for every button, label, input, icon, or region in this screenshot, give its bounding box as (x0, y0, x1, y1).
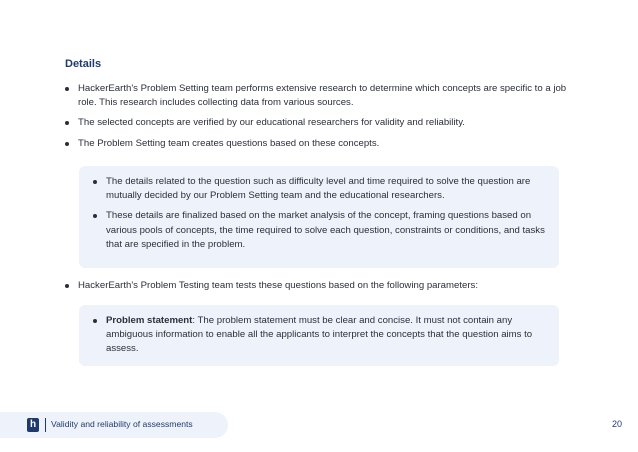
bullet-icon (65, 87, 69, 91)
footer-bar (0, 412, 228, 438)
bullet-text: The details related to the question such as difficulty level and time required to solve the question are mutually decided by our Problem Setting team and the educational researchers. (106, 176, 531, 202)
callout-bullet-list (93, 314, 545, 357)
bullet-icon (65, 284, 69, 288)
list-item (65, 137, 575, 151)
list-item (65, 116, 575, 130)
page-number: 20 (612, 419, 623, 429)
list-item (93, 209, 545, 252)
footer-divider (45, 418, 46, 432)
bullet-icon (93, 319, 97, 323)
section-heading: Details (65, 58, 102, 70)
bullet-text: HackerEarth's Problem Setting team performs extensive research to determine which concepts are specific to a job role. This research includes collecting data from various sources. (78, 83, 567, 109)
bullet-icon (65, 121, 69, 125)
term-label: Problem statement (106, 315, 193, 326)
list-item (65, 279, 575, 293)
bullet-text: HackerEarth's Problem Testing team tests these questions based on the following parameters: (78, 280, 479, 291)
term-definition: : The problem statement must be clear and concise. It must not contain any ambiguous information to enable all the applicants to interpret the concepts that the question aims to assess. (106, 315, 533, 355)
list-item (93, 175, 545, 203)
details-callout-box (79, 166, 559, 268)
bullet-icon (65, 142, 69, 146)
list-item (93, 314, 545, 357)
hackerearth-logo-icon: h (27, 418, 39, 432)
main-bullet-list (65, 82, 575, 157)
problem-statement-callout-box (79, 305, 559, 366)
bullet-text: The Problem Setting team creates questions based on these concepts. (78, 137, 380, 149)
list-item (65, 82, 575, 110)
callout-bullet-list (93, 175, 545, 252)
testing-bullet-list (65, 279, 575, 299)
bullet-text: These details are finalized based on the market analysis of the concept, framing questions based on various pools of concepts, the time required to solve each question, constraints or conditions, and tasks that are specified in the problem. (106, 210, 545, 250)
bullet-text: The selected concepts are verified by our educational researchers for validity and reliability. (78, 117, 465, 129)
footer-title: Validity and reliability of assessments (51, 419, 193, 429)
bullet-icon (93, 180, 97, 184)
bullet-icon (93, 214, 97, 218)
